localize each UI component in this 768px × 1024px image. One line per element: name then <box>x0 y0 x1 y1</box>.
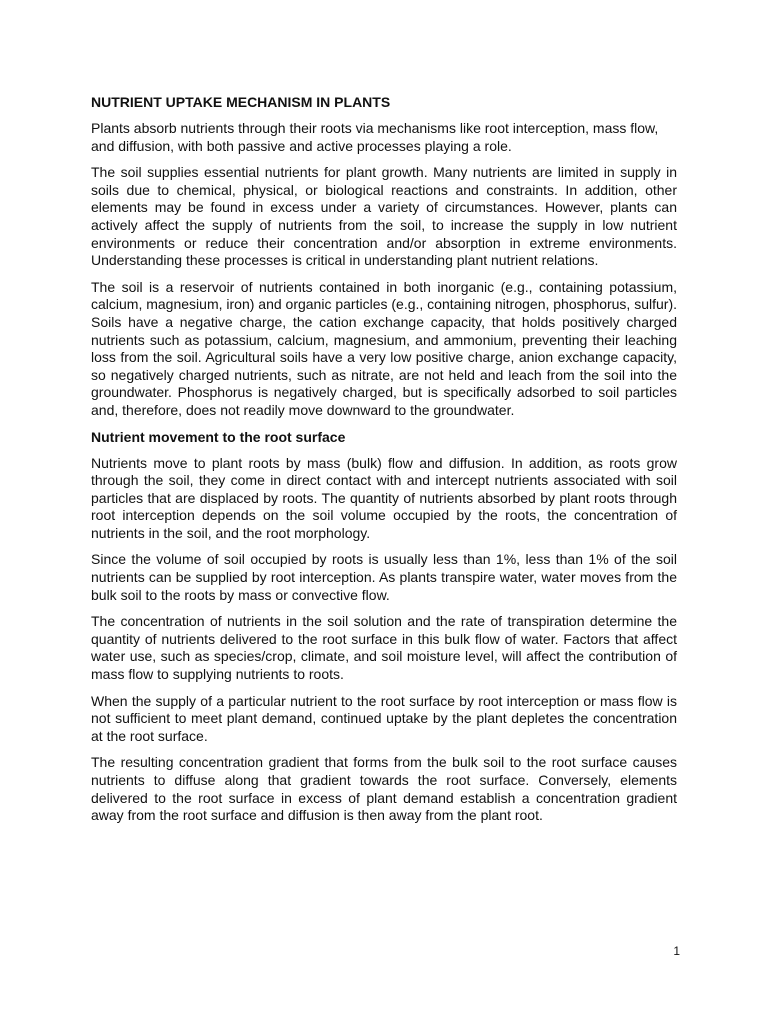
soil-reservoir-paragraph: The soil is a reservoir of nutrients contained in both inorganic (e.g., containing potassium, calcium, magnesium, iron) and organic particles (e.g., containing nitrogen, phosphorus, sulfur). Soils have a negative charge, the cation exchange capacity, that holds positively charged nutrients such as potassium, calcium, magnesium, and ammonium, preventing their leaching loss from the soil. Agricultural soils have a very low positive charge, anion exchange capacity, so negatively charged nutrients, such as nitrate, are not held and leach from the soil into the groundwater. Phosphorus is negatively charged, but is specifically adsorbed to soil particles and, therefore, does not readily move downward to the groundwater. <box>91 278 677 418</box>
section-heading: Nutrient movement to the root surface <box>91 428 346 445</box>
page-content <box>91 94 677 834</box>
mass-flow-paragraph: The concentration of nutrients in the soil solution and the rate of transpiration determine the quantity of nutrients delivered to the root surface in this bulk flow of water. Factors that affect water use, such as species/crop, climate, and soil moisture level, will affect the contribution of mass flow to supplying nutrients to roots. <box>91 613 677 683</box>
page-number: 1 <box>673 944 680 958</box>
depletion-paragraph: When the supply of a particular nutrient to the root surface by root interception or mass flow is not sufficient to meet plant demand, continued uptake by the plant depletes the concentration at the root surface. <box>91 692 677 744</box>
soil-supply-paragraph: The soil supplies essential nutrients for plant growth. Many nutrients are limited in supply in soils due to chemical, physical, or biological reactions and constraints. In addition, other elements may be found in excess under a variety of circumstances. However, plants can actively affect the supply of nutrients from the soil, to increase the supply in low nutrient environments or reduce their concentration and/or absorption in extreme environments. Understanding these processes is critical in understanding plant nutrient relations. <box>91 164 677 269</box>
diffusion-paragraph: The resulting concentration gradient that forms from the bulk soil to the root surface causes nutrients to diffuse along that gradient towards the root surface. Conversely, elements delivered to the root surface in excess of plant demand establish a concentration gradient away from the root surface and diffusion is then away from the plant root. <box>91 754 677 824</box>
nutrient-movement-paragraph: Nutrients move to plant roots by mass (bulk) flow and diffusion. In addition, as roots grow through the soil, they come in direct contact with and intercept nutrients associated with soil particles that are displaced by roots. The quantity of nutrients absorbed by plant roots through root interception depends on the soil volume occupied by the roots, the concentration of nutrients in the soil, and the root morphology. <box>91 454 677 541</box>
root-interception-paragraph: Since the volume of soil occupied by roots is usually less than 1%, less than 1% of the soil nutrients can be supplied by root interception. As plants transpire water, water moves from the bulk soil to the roots by mass or convective flow. <box>91 551 677 603</box>
intro-paragraph: Plants absorb nutrients through their roots via mechanisms like root interception, mass flow, and diffusion, with both passive and active processes playing a role. <box>91 120 659 154</box>
document-title: NUTRIENT UPTAKE MECHANISM IN PLANTS <box>91 94 391 110</box>
